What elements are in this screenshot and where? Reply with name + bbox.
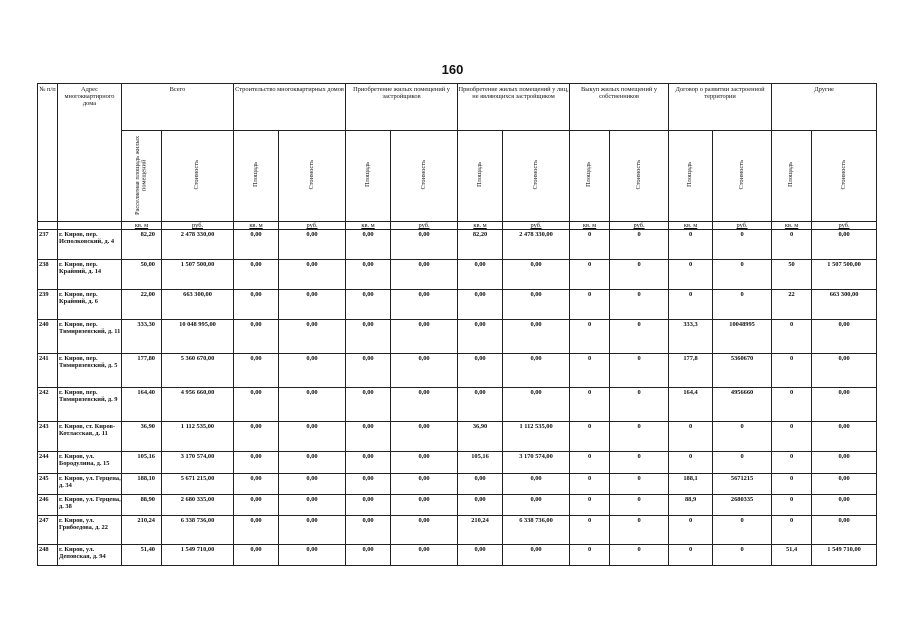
value-cell: 0 [669, 260, 713, 290]
value-cell: 0,00 [812, 452, 877, 474]
value-cell: 0 [772, 320, 812, 354]
group-header-other: Другие [772, 84, 877, 131]
value-cell: 0,00 [279, 474, 346, 495]
value-cell: 0,00 [346, 290, 391, 320]
value-cell: 0 [669, 545, 713, 566]
subheader-label: Стоимость [307, 160, 315, 190]
value-cell: 0 [669, 290, 713, 320]
value-cell: 0 [713, 452, 772, 474]
subheader-cell [610, 131, 669, 222]
unit-cell: кв. м [234, 222, 279, 230]
value-cell: 1 112 535,00 [162, 422, 234, 452]
value-cell: 0 [570, 545, 610, 566]
unit-cell: кв. м [570, 222, 610, 230]
value-cell: 0,00 [234, 388, 279, 422]
value-cell: 0,00 [346, 320, 391, 354]
value-cell: 663 300,00 [162, 290, 234, 320]
value-cell: 10048995 [713, 320, 772, 354]
subheader-label: Стоимость [634, 160, 642, 190]
table-row [38, 260, 877, 290]
table-row [38, 290, 877, 320]
value-cell: 0,00 [458, 388, 503, 422]
subheader-cell [279, 131, 346, 222]
value-cell: 82,20 [122, 230, 162, 260]
subheader-cell [346, 131, 391, 222]
num-header: № п/п [38, 84, 58, 222]
value-cell: 0,00 [391, 260, 458, 290]
unit-cell: кв. м [458, 222, 503, 230]
value-cell: 0,00 [346, 516, 391, 545]
row-address: г. Киров, пер. Крайний, д. 14 [58, 260, 122, 290]
value-cell: 0,00 [503, 260, 570, 290]
value-cell: 0,00 [391, 452, 458, 474]
value-cell: 164,40 [122, 388, 162, 422]
group-header-development-agreement: Договор о развитии застроенной территории [669, 84, 772, 131]
table-row [38, 495, 877, 516]
value-cell: 0,00 [234, 320, 279, 354]
subheader-cell [669, 131, 713, 222]
subheader-label: Стоимость [193, 160, 201, 190]
unit-cell: кв. м [772, 222, 812, 230]
value-cell: 177,80 [122, 354, 162, 388]
value-cell: 0,00 [279, 388, 346, 422]
row-address: г. Киров, пер. Исполковский, д. 4 [58, 230, 122, 260]
value-cell: 5671215 [713, 474, 772, 495]
value-cell: 0 [570, 474, 610, 495]
value-cell: 0 [713, 290, 772, 320]
value-cell: 51,40 [122, 545, 162, 566]
value-cell: 0 [610, 474, 669, 495]
row-address: г. Киров, ул. Деповская, д. 94 [58, 545, 122, 566]
value-cell: 0 [772, 422, 812, 452]
row-number: 238 [38, 260, 58, 290]
value-cell: 0 [713, 260, 772, 290]
value-cell: 1 549 710,00 [162, 545, 234, 566]
value-cell: 4956660 [713, 388, 772, 422]
value-cell: 0,00 [391, 422, 458, 452]
value-cell: 0,00 [279, 545, 346, 566]
value-cell: 0 [610, 260, 669, 290]
value-cell: 6 338 736,00 [162, 516, 234, 545]
value-cell: 0,00 [346, 452, 391, 474]
value-cell: 0,00 [458, 495, 503, 516]
row-number: 248 [38, 545, 58, 566]
value-cell: 2680335 [713, 495, 772, 516]
value-cell: 0 [610, 388, 669, 422]
value-cell: 0,00 [234, 354, 279, 388]
value-cell: 0 [570, 495, 610, 516]
value-cell: 0 [669, 230, 713, 260]
value-cell: 0,00 [391, 545, 458, 566]
value-cell: 0,00 [458, 260, 503, 290]
value-cell: 0,00 [391, 290, 458, 320]
value-cell: 0,00 [812, 388, 877, 422]
value-cell: 0 [570, 230, 610, 260]
value-cell: 0,00 [391, 495, 458, 516]
value-cell: 0,00 [812, 422, 877, 452]
value-cell: 0 [610, 290, 669, 320]
table-row [38, 230, 877, 260]
subheader-cell [122, 131, 162, 222]
value-cell: 0,00 [234, 474, 279, 495]
value-cell: 22 [772, 290, 812, 320]
unit-cell: руб. [162, 222, 234, 230]
value-cell: 0,00 [234, 260, 279, 290]
value-cell: 0,00 [279, 260, 346, 290]
row-address: г. Киров, ул. Грибоедова, д. 22 [58, 516, 122, 545]
value-cell: 3 170 574,00 [503, 452, 570, 474]
value-cell: 0,00 [234, 290, 279, 320]
value-cell: 2 478 330,00 [503, 230, 570, 260]
value-cell: 0,00 [503, 545, 570, 566]
value-cell: 0,00 [279, 452, 346, 474]
value-cell: 0,00 [503, 388, 570, 422]
value-cell: 0 [610, 354, 669, 388]
value-cell: 0,00 [812, 474, 877, 495]
table-row [38, 354, 877, 388]
value-cell: 0,00 [812, 230, 877, 260]
value-cell: 50,00 [122, 260, 162, 290]
value-cell: 0 [713, 516, 772, 545]
value-cell: 210,24 [458, 516, 503, 545]
subheader-cell [458, 131, 503, 222]
value-cell: 0 [713, 230, 772, 260]
value-cell: 0,00 [234, 495, 279, 516]
unit-cell: руб. [713, 222, 772, 230]
unit-cell: руб. [503, 222, 570, 230]
value-cell: 0 [570, 422, 610, 452]
row-address: г. Киров, ул. Бородулина, д. 15 [58, 452, 122, 474]
value-cell: 0 [610, 495, 669, 516]
value-cell: 0,00 [812, 495, 877, 516]
value-cell: 0 [610, 516, 669, 545]
value-cell: 0 [772, 388, 812, 422]
subheader-cell [391, 131, 458, 222]
value-cell: 1 112 535,00 [503, 422, 570, 452]
value-cell: 1 507 500,00 [812, 260, 877, 290]
subheader-cell [234, 131, 279, 222]
subheader-label: Стоимость [419, 160, 427, 190]
value-cell: 2 680 335,00 [162, 495, 234, 516]
value-cell: 0,00 [346, 354, 391, 388]
value-cell: 0,00 [812, 516, 877, 545]
group-header-total: Всего [122, 84, 234, 131]
group-header-purchase-developers: Приобретение жилых помещений у застройщиков [346, 84, 458, 131]
value-cell: 0,00 [279, 354, 346, 388]
value-cell: 6 338 736,00 [503, 516, 570, 545]
value-cell: 0,00 [279, 230, 346, 260]
table-row [38, 452, 877, 474]
value-cell: 0,00 [503, 495, 570, 516]
value-cell: 0,00 [458, 290, 503, 320]
row-number: 244 [38, 452, 58, 474]
value-cell: 0,00 [391, 388, 458, 422]
group-header-construction: Строительство многоквартирных домов [234, 84, 346, 131]
value-cell: 0 [610, 422, 669, 452]
value-cell: 0,00 [458, 545, 503, 566]
value-cell: 105,16 [458, 452, 503, 474]
row-number: 241 [38, 354, 58, 388]
row-number: 240 [38, 320, 58, 354]
subheader-cell [503, 131, 570, 222]
row-address: г. Киров, ул. Герцена, д. 34 [58, 474, 122, 495]
resettlement-table [37, 83, 877, 566]
value-cell: 0 [610, 452, 669, 474]
value-cell: 88,90 [122, 495, 162, 516]
value-cell: 0,00 [503, 320, 570, 354]
row-address: г. Киров, ул. Герцена, д. 38 [58, 495, 122, 516]
value-cell: 0,00 [503, 354, 570, 388]
unit-cell: руб. [279, 222, 346, 230]
subheader-cell [570, 131, 610, 222]
subheader-label: Расселяемая площадь жилых помещений [133, 135, 148, 215]
value-cell: 0,00 [346, 474, 391, 495]
value-cell: 0,00 [279, 495, 346, 516]
table-row [38, 545, 877, 566]
table-row [38, 422, 877, 452]
value-cell: 0,00 [812, 320, 877, 354]
value-cell: 0 [713, 545, 772, 566]
value-cell: 0,00 [279, 516, 346, 545]
value-cell: 2 478 330,00 [162, 230, 234, 260]
subheader-label: Площадь [363, 162, 371, 188]
value-cell: 210,24 [122, 516, 162, 545]
value-cell: 5360670 [713, 354, 772, 388]
value-cell: 0 [570, 320, 610, 354]
value-cell: 0,00 [346, 495, 391, 516]
subheader-cell [162, 131, 234, 222]
value-cell: 10 048 995,00 [162, 320, 234, 354]
value-cell: 22,00 [122, 290, 162, 320]
unit-cell: кв. м [669, 222, 713, 230]
subheader-label: Стоимость [839, 160, 847, 190]
value-cell: 0,00 [391, 474, 458, 495]
unit-row [38, 222, 877, 230]
value-cell: 1 507 500,00 [162, 260, 234, 290]
value-cell: 0 [669, 422, 713, 452]
value-cell: 0 [669, 516, 713, 545]
value-cell: 0,00 [279, 320, 346, 354]
value-cell: 663 300,00 [812, 290, 877, 320]
unit-cell: руб. [812, 222, 877, 230]
value-cell: 0 [610, 545, 669, 566]
value-cell: 0 [610, 230, 669, 260]
value-cell: 88,9 [669, 495, 713, 516]
value-cell: 0 [772, 516, 812, 545]
value-cell: 0,00 [458, 320, 503, 354]
value-cell: 0,00 [503, 474, 570, 495]
value-cell: 50 [772, 260, 812, 290]
value-cell: 0 [772, 474, 812, 495]
value-cell: 0 [570, 354, 610, 388]
row-number: 239 [38, 290, 58, 320]
subheader-cell [812, 131, 877, 222]
value-cell: 105,16 [122, 452, 162, 474]
value-cell: 0 [570, 516, 610, 545]
value-cell: 0,00 [346, 388, 391, 422]
unit-cell: руб. [391, 222, 458, 230]
value-cell: 333,30 [122, 320, 162, 354]
subheader-label: Площадь [686, 162, 694, 188]
value-cell: 0 [610, 320, 669, 354]
row-number: 242 [38, 388, 58, 422]
value-cell: 0,00 [234, 545, 279, 566]
subheader-label: Площадь [787, 162, 795, 188]
subheader-label: Площадь [475, 162, 483, 188]
row-number: 246 [38, 495, 58, 516]
value-cell: 0,00 [234, 422, 279, 452]
address-header: Адрес многоквартирного дома [58, 84, 122, 222]
value-cell: 36,90 [122, 422, 162, 452]
value-cell: 0 [570, 290, 610, 320]
value-cell: 1 549 710,00 [812, 545, 877, 566]
value-cell: 0,00 [279, 422, 346, 452]
subheader-label: Площадь [251, 162, 259, 188]
group-header-row [38, 84, 877, 131]
value-cell: 0,00 [391, 230, 458, 260]
subheader-label: Площадь [585, 162, 593, 188]
table-body [38, 230, 877, 566]
value-cell: 0,00 [391, 354, 458, 388]
subheader-cell [713, 131, 772, 222]
value-cell: 82,20 [458, 230, 503, 260]
row-address: г. Киров, пер. Крайний, д. 6 [58, 290, 122, 320]
value-cell: 0,00 [346, 422, 391, 452]
value-cell: 0 [772, 354, 812, 388]
unit-cell: кв. м [346, 222, 391, 230]
value-cell: 188,1 [669, 474, 713, 495]
value-cell: 0 [570, 452, 610, 474]
value-cell: 0,00 [346, 260, 391, 290]
value-cell: 0,00 [346, 230, 391, 260]
value-cell: 0 [772, 495, 812, 516]
value-cell: 0,00 [458, 354, 503, 388]
value-cell: 0 [772, 230, 812, 260]
table-row [38, 320, 877, 354]
value-cell: 0,00 [812, 354, 877, 388]
value-cell: 333,3 [669, 320, 713, 354]
value-cell: 51,4 [772, 545, 812, 566]
row-number: 237 [38, 230, 58, 260]
table-row [38, 474, 877, 495]
group-header-purchase-non-developers: Приобретение жилых помещений у лиц, не являющихся застройщиком [458, 84, 570, 131]
value-cell: 0 [570, 260, 610, 290]
subheader-label: Стоимость [531, 160, 539, 190]
unit-blank-cell [38, 222, 58, 230]
value-cell: 0,00 [503, 290, 570, 320]
value-cell: 177,8 [669, 354, 713, 388]
unit-blank-cell [58, 222, 122, 230]
value-cell: 0,00 [391, 516, 458, 545]
value-cell: 188,10 [122, 474, 162, 495]
row-address: г. Киров, пер. Тимирязевский, д. 9 [58, 388, 122, 422]
value-cell: 4 956 660,00 [162, 388, 234, 422]
page-number: 160 [441, 62, 464, 77]
value-cell: 0,00 [234, 516, 279, 545]
row-address: г. Киров, пер. Тимирязевский, д. 11 [58, 320, 122, 354]
value-cell: 0 [772, 452, 812, 474]
row-number: 243 [38, 422, 58, 452]
group-header-buyout: Выкуп жилых помещений у собственников [570, 84, 669, 131]
row-address: г. Киров, ст. Киров-Котласская, д. 11 [58, 422, 122, 452]
value-cell: 0 [669, 452, 713, 474]
value-cell: 36,90 [458, 422, 503, 452]
value-cell: 0,00 [346, 545, 391, 566]
value-cell: 5 671 215,00 [162, 474, 234, 495]
value-cell: 5 360 670,00 [162, 354, 234, 388]
value-cell: 0 [713, 422, 772, 452]
subheader-row [38, 131, 877, 222]
value-cell: 164,4 [669, 388, 713, 422]
value-cell: 0,00 [234, 452, 279, 474]
row-number: 245 [38, 474, 58, 495]
row-number: 247 [38, 516, 58, 545]
value-cell: 0 [570, 388, 610, 422]
row-address: г. Киров, пер. Тимирязевский, д. 5 [58, 354, 122, 388]
table-row [38, 516, 877, 545]
value-cell: 0,00 [458, 474, 503, 495]
value-cell: 0,00 [234, 230, 279, 260]
unit-cell: кв. м [122, 222, 162, 230]
value-cell: 0,00 [391, 320, 458, 354]
table-row [38, 388, 877, 422]
unit-cell: руб. [610, 222, 669, 230]
value-cell: 0,00 [279, 290, 346, 320]
subheader-label: Стоимость [737, 160, 745, 190]
subheader-cell [772, 131, 812, 222]
value-cell: 3 170 574,00 [162, 452, 234, 474]
